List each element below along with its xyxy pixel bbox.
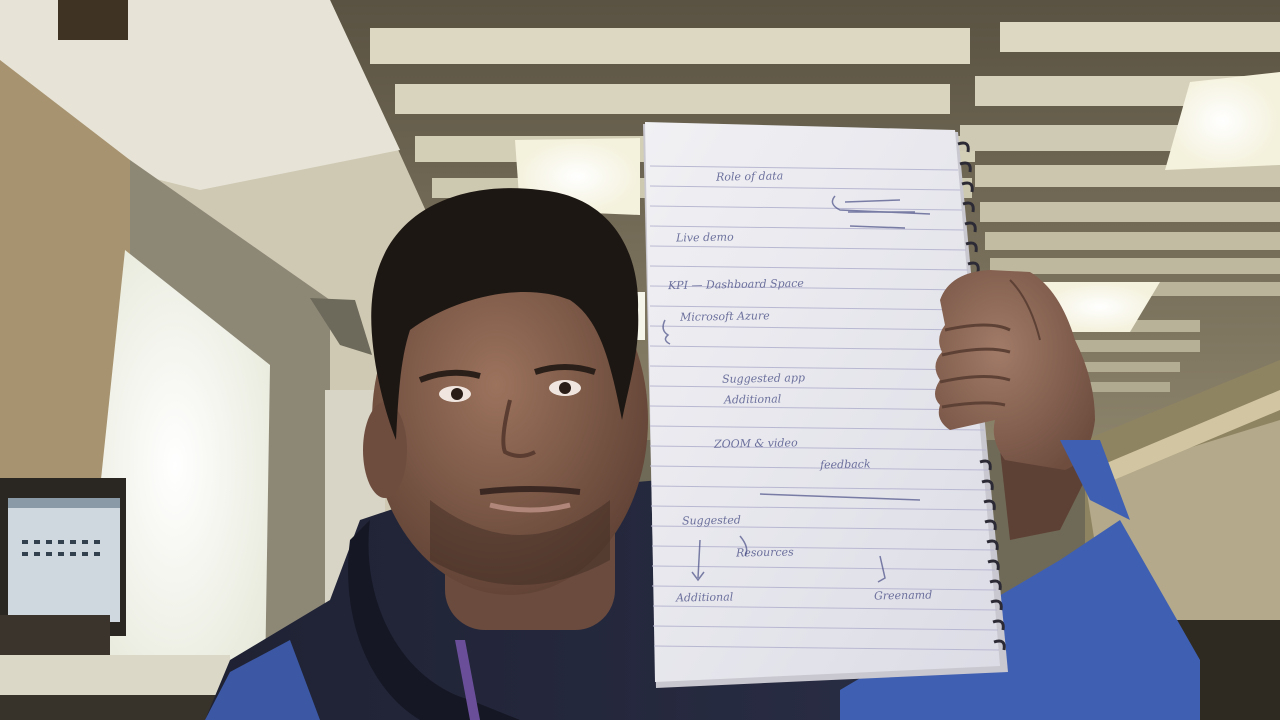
note-line-additional: Additional xyxy=(723,392,782,407)
note-line-zoom-video: ZOOM & video xyxy=(713,436,798,451)
note-line-role-of-data: Role of data xyxy=(715,169,784,184)
note-line-live-demo: Live demo xyxy=(675,230,734,245)
note-line-suggested: Suggested xyxy=(681,513,741,528)
note-line-additional-2: Additional xyxy=(675,590,734,605)
note-line-resources: Resources xyxy=(735,545,794,560)
note-line-kpi: KPI — Dashboard Space xyxy=(667,276,804,293)
note-line-suggested-app: Suggested app xyxy=(721,371,806,386)
note-line-greenamd: Greenamd xyxy=(873,588,933,603)
note-line-feedback: feedback xyxy=(819,457,871,472)
note-line-microsoft-azure: Microsoft Azure xyxy=(679,309,770,324)
